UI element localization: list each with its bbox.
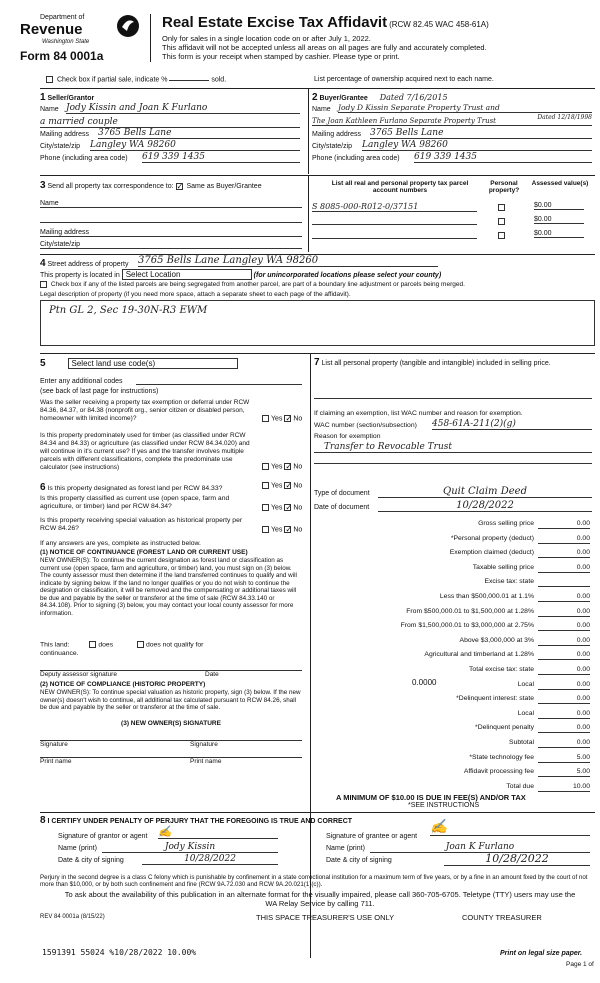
partial-sale-label: Check box if partial sale, indicate %: [56, 76, 168, 84]
land-use-select[interactable]: Select land use code(s): [68, 358, 238, 369]
parcel-value[interactable]: $0.00: [534, 230, 584, 238]
dept-line: Department of: [40, 14, 85, 21]
deputy-signature-label: Deputy assessor signature: [40, 671, 117, 678]
q-exemption: Was the seller receiving a property tax exemption or deferral under RCW 84.36, 84.37, or 84.38 (nonprofit org., senior citizen or disabled person, homeowner with limited income)?: [40, 399, 250, 422]
buyer-name-label: Name: [312, 106, 331, 113]
location-select[interactable]: Select Location: [122, 269, 252, 280]
tax-line-value[interactable]: 0.00: [538, 549, 590, 558]
see-back-note: (see back of last page for instructions): [40, 388, 159, 395]
partial-sale-sold: sold.: [211, 76, 227, 84]
partial-sale-percent-input[interactable]: [169, 80, 209, 81]
parcel-number[interactable]: [312, 230, 477, 239]
dept-name: Revenue: [20, 21, 83, 38]
section-1-2-divider: [308, 88, 309, 174]
tax-line-value[interactable]: 5.00: [538, 768, 590, 777]
section-3-city-field[interactable]: [40, 241, 302, 249]
q-timber-yes[interactable]: [262, 463, 269, 470]
tax-line: [314, 634, 596, 649]
q-timber-no[interactable]: [284, 463, 291, 470]
parcel-personal-checkbox[interactable]: [498, 232, 505, 239]
dept-logo: [20, 12, 145, 64]
tax-line-label: *Delinquent interest: state: [456, 695, 534, 703]
no-label: No: [293, 504, 303, 512]
tax-line-label: From $1,500,000.01 to $3,000,000 at 2.75%: [400, 622, 534, 630]
tax-line-value[interactable]: 0.00: [538, 739, 590, 748]
grantor-signature[interactable]: ✍: [158, 825, 278, 839]
tax-line-value[interactable]: 0.00: [538, 564, 590, 573]
tax-line-value[interactable]: 0.00: [538, 695, 590, 704]
doc-type-value[interactable]: Quit Claim Deed: [378, 486, 592, 498]
tax-line-label: Taxable selling price: [472, 563, 534, 571]
seller-name-value[interactable]: Jody Kissin and Joan K Furlano: [66, 103, 300, 114]
seller-city-value[interactable]: Langley WA 98260: [90, 140, 300, 151]
header-note-2: This affidavit will not be accepted unless all areas on all pages are fully and accurately completed.: [162, 43, 487, 52]
yes-label: Yes: [271, 415, 283, 423]
land-does-not-checkbox[interactable]: [137, 641, 144, 648]
notice-1-title: (1) NOTICE OF CONTINUANCE (FOREST LAND OR CURRENT USE): [40, 549, 248, 556]
doc-date-label: Date of document: [314, 504, 370, 511]
tax-line-label: Total excise tax: state: [469, 666, 534, 673]
same-as-buyer-label: Same as Buyer/Grantee: [186, 183, 262, 190]
tax-line-label: Subtotal: [509, 739, 534, 746]
tax-line: [314, 605, 596, 620]
section-3: [40, 180, 305, 250]
grantor-name-label: Name (print): [58, 845, 97, 852]
buyer-mailing-label: Mailing address: [312, 131, 362, 138]
tax-line: [314, 707, 596, 722]
seller-phone-label: Phone (including area code): [40, 155, 128, 162]
doc-type-label: Type of document: [314, 490, 370, 497]
buyer-name-value[interactable]: Jody D Kissin Separate Property Trust and: [338, 103, 592, 113]
form-title-block: [162, 14, 592, 61]
section-3-name-field-2[interactable]: [40, 215, 302, 223]
q-current-use-yes[interactable]: [262, 504, 269, 511]
seller-name-label: Name: [40, 106, 59, 113]
buyer-phone-label: Phone (including area code): [312, 155, 400, 162]
section-5-number: 5: [40, 358, 46, 369]
section-6: [40, 482, 308, 782]
buyer-city-label: City/state/zip: [312, 143, 353, 150]
street-label: Street address of property: [47, 261, 129, 268]
dept-state: Washington State: [42, 39, 90, 45]
notice-2-text: NEW OWNER(S): To continue special valuation as historic property, sign (3) below. If the new owner(s) doesn't wish to continue, all additional tax calculated pursuant to RCW 84.26, shall be due and payable by the seller or transferor at the time of sale.: [40, 689, 301, 711]
parcel-number[interactable]: S 8085-000-R012-0/37151: [312, 202, 477, 212]
alternate-format-note: To ask about the availability of this publication in an alternate format for the visually impaired, please call 360-705-6705. Teletype (TTY) users may use the WA Relay Service by calling 711.: [64, 890, 576, 908]
tax-line: [314, 561, 596, 576]
reason-label: Reason for exemption: [314, 433, 381, 440]
buyer-dated: Dated 7/16/2015: [379, 93, 448, 102]
tax-line-value[interactable]: 5.00: [538, 754, 590, 763]
tax-line: [314, 546, 596, 561]
same-as-buyer-checkbox[interactable]: [176, 183, 183, 190]
section-3-label: Send all property tax correspondence to:: [47, 183, 174, 190]
tax-line-label: *Delinquent penalty: [475, 724, 534, 732]
q-historic-no[interactable]: [284, 526, 291, 533]
tax-line-label: Excise tax: state: [484, 578, 534, 586]
parcel-value[interactable]: $0.00: [534, 216, 584, 224]
document-info: [314, 486, 594, 514]
buyer-section: [312, 92, 594, 172]
buyer-section-number: 2: [312, 92, 318, 103]
buyer-phone-value[interactable]: 619 339 1435: [414, 152, 592, 163]
minimum-note: A MINIMUM OF $10.00 IS DUE IN FEE(S) AND/OR TAX: [336, 793, 526, 802]
tax-line-value[interactable]: [538, 578, 590, 587]
this-land-label: This land:: [40, 641, 70, 649]
rule-top: [40, 88, 595, 89]
tax-line-label: Agricultural and timberland at 1.28%: [424, 651, 534, 659]
tax-line: [314, 692, 596, 707]
partial-sale-row: [46, 76, 226, 83]
grantee-date[interactable]: 10/28/2022: [444, 852, 590, 866]
tax-line-label: Less than $500,000.01 at 1.1%: [439, 593, 534, 600]
buyer-city-value[interactable]: Langley WA 98260: [362, 140, 592, 151]
section-3-mailing-field[interactable]: [40, 229, 302, 237]
tax-line-value[interactable]: 0.00: [538, 637, 590, 646]
yes-label: Yes: [271, 482, 283, 490]
header-note-1: Only for sales in a single location code on or after July 1, 2022.: [162, 34, 371, 43]
no-label: No: [293, 415, 303, 423]
perjury-text: Perjury in the second degree is a class C felony which is punishable by confinement in a state correctional institution for a maximum term of five years, or by a fine in an amount fixed by the court of not more than $10,000, or by both such confinement and fine (RCW 9A.72.030 and RCW 9A.20.021(1)(c)).: [40, 874, 588, 888]
tax-line-value[interactable]: 0.00: [538, 520, 590, 529]
segregated-checkbox[interactable]: [40, 281, 47, 288]
tax-line-value[interactable]: 0.00: [538, 666, 590, 675]
tax-table: [314, 517, 596, 802]
yes-label: Yes: [271, 463, 283, 471]
buyer-dated-2: Dated 12/18/1998: [537, 114, 592, 121]
notice-3-title: (3) NEW OWNER(S) SIGNATURE: [121, 720, 221, 727]
yes-label: Yes: [271, 526, 283, 534]
seller-section-number: 1: [40, 92, 46, 103]
tax-line-value[interactable]: 10.00: [538, 783, 590, 792]
seller-section: [40, 92, 305, 172]
see-instructions: *SEE INSTRUCTIONS: [408, 802, 480, 809]
tax-line: [314, 765, 596, 780]
header-note-3: This form is your receipt when stamped by cashier. Please type or print.: [162, 52, 400, 61]
no-label: No: [293, 526, 303, 534]
form-number: Form 84 0001a: [20, 49, 104, 63]
tax-line-label: Total due: [506, 782, 534, 790]
tax-line: [314, 678, 596, 693]
print-legal-note: Print on legal size paper.: [500, 950, 583, 957]
land-does-not-label: does not qualify for: [146, 641, 204, 649]
seller-name-value-2[interactable]: a married couple: [40, 117, 300, 128]
tax-line: [314, 517, 596, 532]
local-rate-value: 0.0000: [412, 678, 437, 687]
seller-section-title: Seller/Grantor: [47, 95, 95, 102]
owner-signature-label-2: Signature: [190, 741, 218, 748]
tax-line-label: Affidavit processing fee: [463, 768, 534, 776]
land-does-label: does: [98, 641, 114, 649]
section-3-name-field[interactable]: [40, 200, 302, 208]
seller-phone-value[interactable]: 619 339 1435: [142, 152, 300, 163]
section-8-number: 8: [40, 815, 46, 826]
no-label: No: [293, 463, 303, 471]
q-exemption-no[interactable]: [284, 415, 291, 422]
tax-line-label: *State technology fee: [469, 753, 534, 761]
no-label: No: [293, 482, 303, 490]
section-3-city-label: City/state/zip: [40, 241, 81, 248]
grantee-name[interactable]: Joan K Furlano: [370, 842, 590, 853]
q-historic-yes[interactable]: [262, 526, 269, 533]
section-3-parcel-divider: [308, 175, 309, 252]
tax-line: [314, 575, 596, 590]
unincorporated-note: (for unincorporated locations please select your county): [253, 272, 442, 279]
ownership-note: List percentage of ownership acquired next to each name.: [314, 76, 494, 83]
form-title: Real Estate Excise Tax Affidavit: [162, 14, 388, 31]
tax-line-label: Local: [517, 709, 534, 717]
form-rcw: (RCW 82.45 WAC 458-61A): [389, 20, 489, 29]
tax-line-label: From $500,000.01 to $1,500,000 at 1.28%: [406, 607, 534, 615]
legal-label: Legal description of property (if you need more space, attach a separate sheet to each page of the affidavit).: [40, 291, 351, 298]
grantor-signature-label: Signature of grantor or agent: [58, 833, 148, 840]
q-forest: Is this property designated as forest land per RCW 84.33?: [47, 485, 223, 492]
tax-line: [314, 532, 596, 547]
deputy-date-label: Date: [205, 671, 219, 678]
wac-label: WAC number (section/subsection): [314, 422, 417, 429]
enter-codes-label: Enter any additional codes: [40, 378, 123, 385]
tax-line-label: Local: [517, 680, 534, 688]
grantee-name-label: Name (print): [326, 845, 365, 852]
tax-line: [314, 619, 596, 634]
recording-stamp: 1591391 55024 %10/28/2022 10.00%: [42, 948, 197, 957]
q-forest-yes[interactable]: [262, 482, 269, 489]
claiming-label: If claiming an exemption, list WAC number and reason for exemption.: [314, 410, 523, 417]
q-current-use-no[interactable]: [284, 504, 291, 511]
tax-line: [314, 648, 596, 663]
street-value[interactable]: 3765 Bells Lane Langley WA 98260: [138, 255, 438, 267]
rev-label: REV 84 0001a (8/15/22): [40, 914, 105, 920]
grantor-date[interactable]: 10/28/2022: [142, 854, 278, 865]
grantee-date-label: Date & city of signing: [326, 857, 392, 864]
buyer-section-title: Buyer/Grantee: [319, 95, 368, 102]
tax-line: [314, 721, 596, 736]
tax-line-label: Exemption claimed (deduct): [449, 549, 534, 557]
tax-line-value[interactable]: 0.00: [538, 535, 590, 544]
tax-line-value[interactable]: 0.00: [538, 681, 590, 690]
seller-mailing-value[interactable]: 3765 Bells Lane: [98, 128, 300, 139]
parcels-header-list: List all real and personal property tax parcel account numbers: [331, 180, 469, 194]
q-timber: Is this property predominately used for timber (as classified under RCW 84.34 and 84.33) or agriculture (as classified under RCW 84.34.020) and will continue in it's current use? If yes and the transfer involves multiple parcels with different classifications, complete the predominate use calculator (see instructions): [40, 432, 250, 471]
rule-sec8: [40, 812, 595, 813]
tax-line: [314, 751, 596, 766]
section-5: [40, 358, 310, 478]
legal-description-box[interactable]: [40, 300, 595, 346]
section-3-name-label: Name: [40, 200, 59, 207]
tax-line: [314, 663, 596, 678]
perjury-note: [40, 874, 598, 888]
tax-line: [314, 590, 596, 605]
section-3-number: 3: [40, 180, 46, 191]
buyer-name-value-2[interactable]: The Joan Kathleen Furlano Separate Property Trust: [312, 117, 496, 125]
partial-sale-checkbox[interactable]: [46, 76, 53, 83]
tax-line-label: *Personal property (deduct): [450, 534, 534, 542]
reason-line-2[interactable]: [314, 463, 592, 464]
wac-value[interactable]: 458-61A-211(2)(g): [432, 419, 592, 430]
page-number: Page 1 of: [566, 961, 594, 968]
revenue-logo-icon: [116, 14, 140, 38]
additional-codes-input[interactable]: [136, 384, 302, 385]
section-6-number: 6: [40, 482, 46, 493]
q-historic: Is this property receiving special valuation as historical property per RCW 84.26?: [40, 517, 243, 532]
section-4: [40, 255, 595, 350]
tax-line-label: Gross selling price: [478, 520, 534, 527]
personal-property-label: List all personal property (tangible and intangible) included in selling price.: [321, 360, 551, 367]
grantor-date-label: Date & city of signing: [58, 857, 124, 864]
parcel-number[interactable]: [312, 216, 477, 225]
q-current-use: Is this property classified as current use (open space, farm and agriculture, or timber) land per RCW 84.34?: [40, 495, 230, 510]
owner-signature-label: Signature: [40, 741, 68, 748]
land-does-checkbox[interactable]: [89, 641, 96, 648]
notice-1-text: NEW OWNER(S): To continue the current designation as forest land or classification as current use (open space, farm and agriculture, or timber) land, you must sign on (3) below. The county assessor must then determine if the land transferred continues to qualify and will indicate by signing below. If the land no longer qualifies or you do not wish to continue the designation or classification, it will be removed and the compensating or additional taxes will be due and payable by the seller or transferor at the time of sale (RCW 84.33.140 or 84.34.108). Prior to signing (3) below, you may contact your local county assessor for more information.: [40, 557, 297, 617]
parcels-header-assessed: Assessed value(s): [531, 180, 589, 187]
continuance-label: continuance.: [40, 650, 79, 657]
grantor-name[interactable]: Jody Kissin: [102, 842, 278, 853]
notice-2-title: (2) NOTICE OF COMPLIANCE (HISTORIC PROPERTY): [40, 681, 206, 688]
header-divider: [150, 14, 151, 62]
parcels-table: [312, 180, 594, 250]
tax-line-value[interactable]: 0.00: [538, 651, 590, 660]
parcel-personal-checkbox[interactable]: [498, 218, 505, 225]
grantee-signature[interactable]: ✍: [430, 819, 590, 836]
owner-print-label: Print name: [40, 758, 72, 765]
buyer-mailing-value[interactable]: 3765 Bells Lane: [370, 128, 592, 139]
certify-label: I CERTIFY UNDER PENALTY OF PERJURY THAT THE FOREGOING IS TRUE AND CORRECT: [47, 818, 353, 825]
tax-line-value[interactable]: 0.00: [538, 724, 590, 733]
rule-sec5: [40, 353, 595, 354]
segregated-note: Check box if any of the listed parcels are being segregated from another parcel, are part of a boundary line adjustment or parcels being merged.: [50, 281, 465, 289]
section-7: [314, 358, 594, 480]
section-8: [40, 815, 595, 875]
q-forest-no[interactable]: [284, 482, 291, 489]
grantee-signature-label: Signature of grantee or agent: [326, 833, 418, 840]
legal-value: Ptn GL 2, Sec 19-30N-R3 EWM: [49, 305, 208, 316]
section-3-mailing-label: Mailing address: [40, 229, 90, 236]
county-treasurer: COUNTY TREASURER: [462, 913, 542, 922]
tax-line-value[interactable]: 0.00: [538, 710, 590, 719]
yes-label: Yes: [271, 504, 283, 512]
doc-date-value[interactable]: 10/28/2022: [378, 500, 592, 512]
reason-value[interactable]: Transfer to Revocable Trust: [314, 442, 592, 453]
rule-sec3: [40, 175, 595, 176]
parcel-value[interactable]: $0.00: [534, 202, 584, 210]
if-yes-note: If any answers are yes, complete as instructed below.: [40, 540, 201, 547]
seller-city-label: City/state/zip: [40, 143, 81, 150]
tax-line-value[interactable]: 0.00: [538, 593, 590, 602]
treasurer-only: THIS SPACE TREASURER'S USE ONLY: [256, 913, 395, 922]
located-label: This property is located in: [40, 272, 120, 279]
owner-print-label-2: Print name: [190, 758, 222, 765]
section-4-number: 4: [40, 258, 46, 269]
q-exemption-yes[interactable]: [262, 415, 269, 422]
tax-line-value[interactable]: 0.00: [538, 608, 590, 617]
parcels-header-personal: Personal property?: [488, 180, 520, 194]
tax-line: [314, 736, 596, 751]
personal-property-lines[interactable]: [314, 398, 592, 399]
tax-line-value[interactable]: 0.00: [538, 622, 590, 631]
seller-mailing-label: Mailing address: [40, 131, 90, 138]
tax-line-label: Above $3,000,000 at 3%: [459, 636, 534, 644]
parcel-personal-checkbox[interactable]: [498, 204, 505, 211]
section-7-number: 7: [314, 357, 320, 368]
